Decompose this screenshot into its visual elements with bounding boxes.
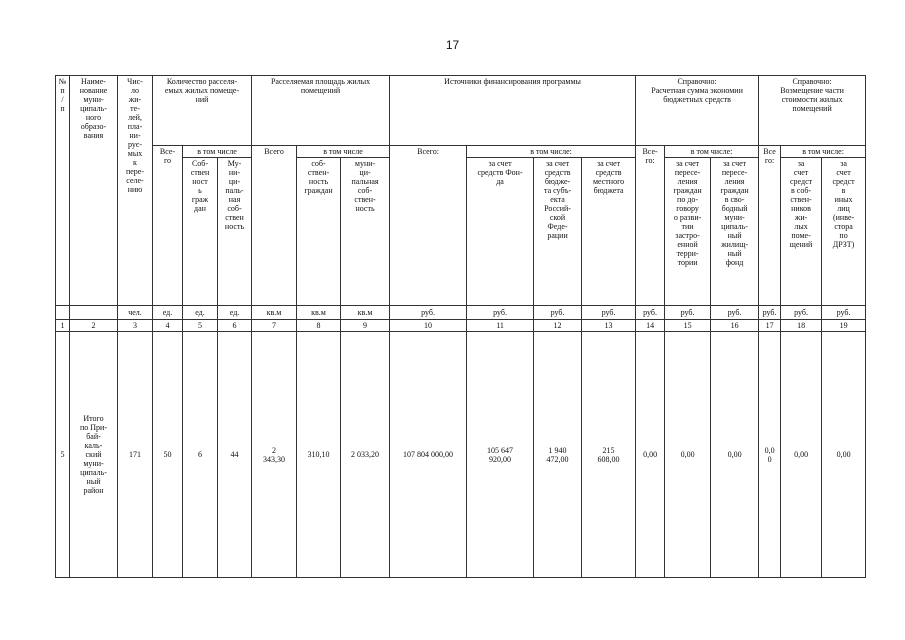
- column-number: 10: [390, 320, 467, 332]
- row-sav-contract: 0,00: [665, 332, 711, 578]
- comp-incl-header: в том числе:: [781, 146, 866, 158]
- unit-cell: руб.: [781, 306, 822, 320]
- page-number: 17: [445, 38, 460, 52]
- row-qty-total: 50: [153, 332, 183, 578]
- column-number: 9: [341, 320, 390, 332]
- column-number: 15: [665, 320, 711, 332]
- header-resettle-area: Расселяемая площадь жилых помещений: [252, 76, 390, 146]
- unit-cell: руб.: [759, 306, 781, 320]
- row-fund-subject: 1 940 472,00: [534, 332, 582, 578]
- fund-subject-header: за счет средств бюдже- та субъ- екта Россий- ской Феде- рации: [534, 158, 582, 306]
- row-sav-free: 0,00: [711, 332, 759, 578]
- header-name: Наиме- нование муни- ципаль- ного образо- вания: [70, 76, 118, 306]
- column-number: 17: [759, 320, 781, 332]
- qty-municipal-header: Му- ни- ци- паль- ная соб- ствен ность: [218, 158, 252, 306]
- header-compensation: Справочно: Возмещение части стоимости жилых помещений: [759, 76, 866, 146]
- header-resettle-qty: Количество расселя- емых жилых помеще- ний: [153, 76, 252, 146]
- sav-incl-header: в том числе:: [665, 146, 759, 158]
- row-fund-fund: 105 647 920,00: [467, 332, 534, 578]
- row-name: Итого по При- бай- каль- ский муни- ципаль- ный район: [70, 332, 118, 578]
- area-owned-header: соб- ствен- ность граждан: [297, 158, 341, 306]
- header-savings: Справочно: Расчетная сумма экономии бюджетных средств: [636, 76, 759, 146]
- sav-free-header: за счет пересе- ления граждан в сво- бодный муни- ципаль- ный жилищ- ный фонд: [711, 158, 759, 306]
- header-no: № п / п: [56, 76, 70, 306]
- sav-contract-header: за счет пересе- ления граждан по до- говору о разви- тии застро- енной терри- тории: [665, 158, 711, 306]
- column-number: 7: [252, 320, 297, 332]
- header-residents: Чис- ло жи- те- лей, пла- ни- рує- мых к пере- селе- нию: [118, 76, 153, 306]
- fund-incl-header: в том числе:: [467, 146, 636, 158]
- unit-cell: кв.м: [341, 306, 390, 320]
- column-number: 14: [636, 320, 665, 332]
- unit-cell: ед.: [183, 306, 218, 320]
- unit-cell: чел.: [118, 306, 153, 320]
- column-number: 16: [711, 320, 759, 332]
- unit-cell: [70, 306, 118, 320]
- row-qty-owned: 6: [183, 332, 218, 578]
- row-fund-total: 107 804 000,00: [390, 332, 467, 578]
- unit-cell: руб.: [822, 306, 866, 320]
- unit-cell: руб.: [390, 306, 467, 320]
- row-area-municipal: 2 033,20: [341, 332, 390, 578]
- header-funding-sources: Источники финансирования программы: [390, 76, 636, 146]
- column-number: 3: [118, 320, 153, 332]
- unit-cell: кв.м: [297, 306, 341, 320]
- row-comp-total: 0,0 0: [759, 332, 781, 578]
- unit-cell: руб.: [711, 306, 759, 320]
- unit-cell: [56, 306, 70, 320]
- unit-cell: руб.: [665, 306, 711, 320]
- column-numbers-row: [56, 320, 866, 332]
- program-table: [55, 75, 866, 578]
- unit-cell: ед.: [153, 306, 183, 320]
- column-number: 18: [781, 320, 822, 332]
- unit-cell: руб.: [636, 306, 665, 320]
- fund-total-header: Всего:: [390, 146, 467, 306]
- column-number: 4: [153, 320, 183, 332]
- column-number: 19: [822, 320, 866, 332]
- unit-cell: руб.: [582, 306, 636, 320]
- header-row: [56, 76, 866, 146]
- qty-incl-header: в том числе: [183, 146, 252, 158]
- fund-fund-header: за счет средств Фон- да: [467, 158, 534, 306]
- row-number: 5: [56, 332, 70, 578]
- comp-owners-header: за счет средст в соб- ствен- ников жи- лых поме- щений: [781, 158, 822, 306]
- row-sav-total: 0,00: [636, 332, 665, 578]
- row-fund-local: 215 608,00: [582, 332, 636, 578]
- unit-cell: руб.: [467, 306, 534, 320]
- column-number: 6: [218, 320, 252, 332]
- qty-owned-header: Соб- ствен ност ь граж дан: [183, 158, 218, 306]
- area-municipal-header: муни- ци- пальная соб- ствен- ность: [341, 158, 390, 306]
- row-qty-municipal: 44: [218, 332, 252, 578]
- column-number: 12: [534, 320, 582, 332]
- qty-total-header: Все- го: [153, 146, 183, 306]
- column-number: 11: [467, 320, 534, 332]
- column-number: 8: [297, 320, 341, 332]
- fund-local-header: за счет средств местного бюджета: [582, 158, 636, 306]
- comp-other-header: за счет средст в иных лиц (инве- стора по ДРЗТ): [822, 158, 866, 306]
- subheader-row: [56, 146, 866, 158]
- units-row: [56, 306, 866, 320]
- column-number: 13: [582, 320, 636, 332]
- unit-cell: руб.: [534, 306, 582, 320]
- comp-total-header: Все го:: [759, 146, 781, 306]
- table-row: [56, 332, 866, 578]
- unit-cell: ед.: [218, 306, 252, 320]
- row-area-total: 2 343,30: [252, 332, 297, 578]
- row-comp-other: 0,00: [822, 332, 866, 578]
- area-incl-header: в том числе: [297, 146, 390, 158]
- area-total-header: Всего: [252, 146, 297, 306]
- column-number: 5: [183, 320, 218, 332]
- row-residents: 171: [118, 332, 153, 578]
- column-number: 2: [70, 320, 118, 332]
- row-area-owned: 310,10: [297, 332, 341, 578]
- sav-total-header: Все- го:: [636, 146, 665, 306]
- row-comp-owners: 0,00: [781, 332, 822, 578]
- unit-cell: кв.м: [252, 306, 297, 320]
- column-number: 1: [56, 320, 70, 332]
